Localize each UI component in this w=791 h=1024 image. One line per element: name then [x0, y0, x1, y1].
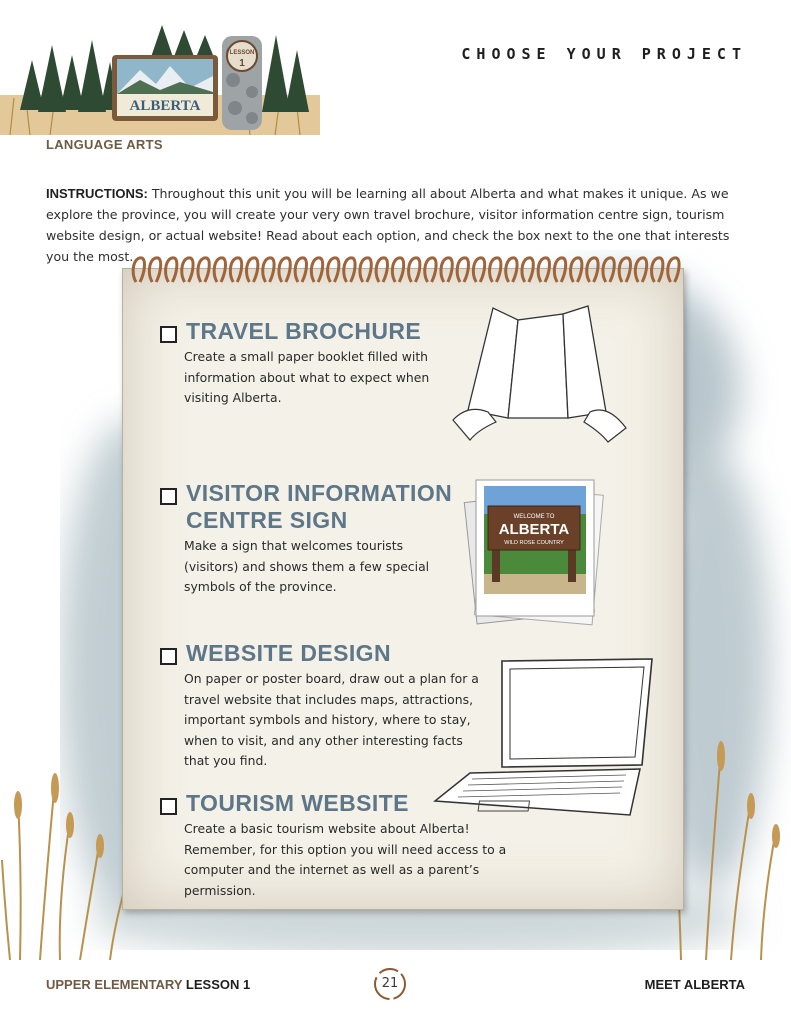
option-title: VISITOR INFORMATION CENTRE SIGN	[186, 480, 453, 533]
welcome-sign-photo	[460, 474, 610, 634]
footer-unit-title: MEET ALBERTA	[644, 977, 745, 992]
page-heading: CHOOSE YOUR PROJECT	[461, 45, 747, 63]
option-title: TRAVEL BROCHURE	[186, 318, 422, 344]
spiral-ring	[295, 258, 306, 282]
option-title: TOURISM WEBSITE	[186, 790, 409, 816]
spiral-ring	[587, 258, 598, 282]
spiral-ring	[554, 258, 565, 282]
footer-course-label	[46, 977, 250, 992]
page-number-badge	[372, 966, 408, 1002]
spiral-ring	[619, 258, 630, 282]
page-number: 21	[381, 976, 399, 991]
spiral-ring	[473, 258, 484, 282]
option-description: Make a sign that welcomes tourists (visitors) and shows them a few special symbols of the province.	[184, 538, 430, 594]
spiral-ring	[392, 258, 403, 282]
spiral-ring	[263, 258, 274, 282]
option-description: On paper or poster board, draw out a plan for a travel website that includes maps, attractions, important symbols and history, where to stay, when to visit, and any other interesting facts that you find.	[184, 671, 479, 768]
brochure-illustration	[448, 300, 633, 460]
spiral-ring	[571, 258, 582, 282]
option-description: Create a basic tourism website about Alberta! Remember, for this option you will need access to a computer and the internet as well as a parent’s permission.	[184, 821, 507, 898]
lesson-badge-label: LESSON	[229, 50, 255, 56]
spiral-ring	[344, 258, 355, 282]
alberta-header-illustration	[0, 0, 330, 140]
instructions-lead: INSTRUCTIONS:	[46, 186, 148, 201]
spiral-ring	[425, 258, 436, 282]
spiral-ring	[214, 258, 225, 282]
spiral-ring	[149, 258, 160, 282]
footer-lesson: LESSON 1	[185, 977, 251, 992]
spiral-ring	[279, 258, 290, 282]
travel-brochure-checkbox[interactable]	[160, 326, 177, 343]
spiral-ring	[182, 258, 193, 282]
spiral-ring	[376, 258, 387, 282]
sign-line-1: WELCOME TO	[513, 514, 555, 520]
spiral-ring	[133, 258, 144, 282]
spiral-ring	[490, 258, 501, 282]
sign-text: ALBERTA	[129, 98, 201, 114]
option-tourism-website	[160, 790, 520, 901]
spiral-ring	[522, 258, 533, 282]
footer-level: UPPER ELEMENTARY	[46, 977, 183, 992]
sign-line-2: ALBERTA	[498, 521, 570, 538]
sign-line-3: WILD ROSE COUNTRY	[504, 540, 564, 546]
spiral-ring	[311, 258, 322, 282]
option-description: Create a small paper booklet filled with information about what to expect when visiting Alberta.	[184, 349, 430, 405]
option-travel-brochure	[160, 318, 460, 409]
tourism-website-checkbox[interactable]	[160, 798, 177, 815]
spiral-ring	[166, 258, 177, 282]
spiral-ring	[441, 258, 452, 282]
option-title: WEBSITE DESIGN	[186, 640, 391, 666]
spiral-ring	[230, 258, 241, 282]
spiral-ring	[247, 258, 258, 282]
spiral-ring	[328, 258, 339, 282]
spiral-ring	[603, 258, 614, 282]
spiral-ring	[635, 258, 646, 282]
spiral-ring	[409, 258, 420, 282]
lesson-badge-number: 1	[239, 58, 245, 69]
notebook-spiral-binding	[130, 252, 690, 292]
spiral-ring	[538, 258, 549, 282]
spiral-ring	[652, 258, 663, 282]
section-label: LANGUAGE ARTS	[46, 137, 163, 152]
visitor-sign-checkbox[interactable]	[160, 488, 177, 505]
spiral-ring	[198, 258, 209, 282]
spiral-ring	[360, 258, 371, 282]
instructions-text: Throughout this unit you will be learning all about Alberta and what makes it unique. As we explore the province, you will create your very own travel brochure, visitor information centre sign, tourism website design, or actual website! Read about each option, and check the box next to the one that interests you the most.	[46, 186, 730, 264]
option-visitor-information-centre-sign	[160, 480, 460, 598]
spiral-ring	[668, 258, 679, 282]
spiral-ring	[457, 258, 468, 282]
website-design-checkbox[interactable]	[160, 648, 177, 665]
spiral-ring	[506, 258, 517, 282]
